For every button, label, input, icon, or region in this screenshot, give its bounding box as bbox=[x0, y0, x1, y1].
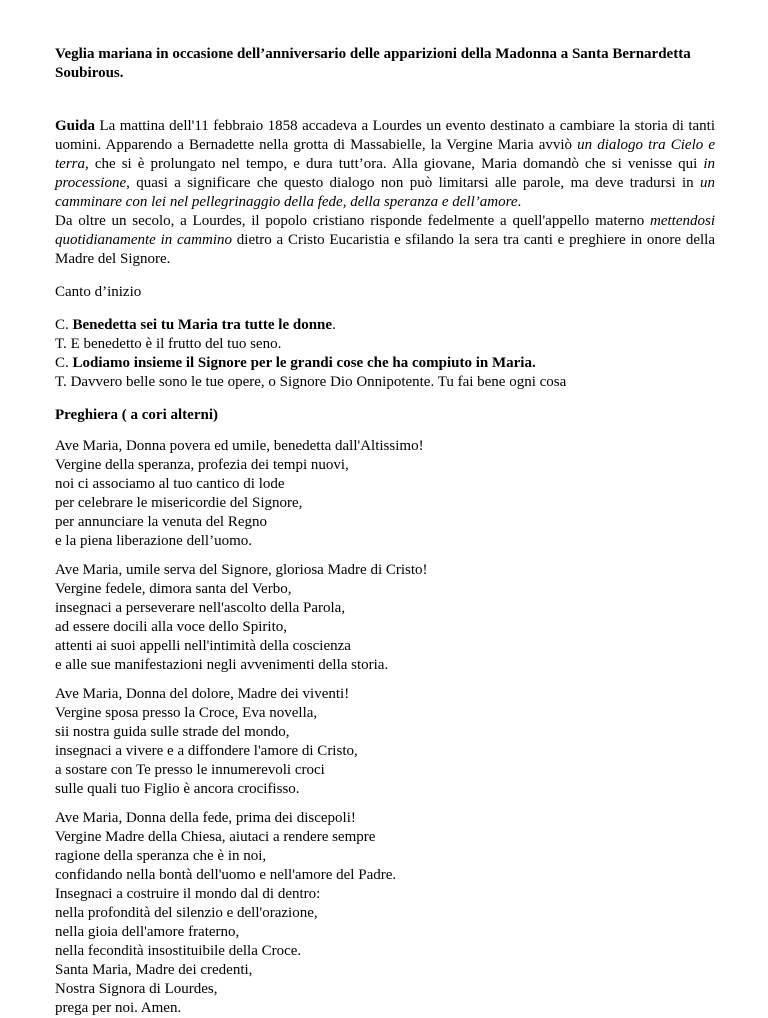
stanza-line: Vergine fedele, dimora santa del Verbo, bbox=[55, 581, 292, 597]
responsory-suffix: . bbox=[332, 317, 336, 333]
responsory-prefix: C. bbox=[55, 355, 73, 371]
stanza-line: Ave Maria, Donna della fede, prima dei discepoli! bbox=[55, 810, 356, 826]
stanza-line: nella profondità del silenzio e dell'orazione, bbox=[55, 905, 318, 921]
stanza-line: Vergine Madre della Chiesa, aiutaci a rendere sempre bbox=[55, 829, 376, 845]
stanza-line: insegnaci a perseverare nell'ascolto della Parola, bbox=[55, 600, 346, 616]
intro-text: La mattina dell'11 febbraio 1858 accadeva a Lourdes un evento destinato a cambiare la storia di tanti uomini. Apparendo a Bernadette nella grotta di Massabielle, la Vergine Maria avviò bbox=[55, 118, 715, 153]
stanza-line: per annunciare la venuta del Regno bbox=[55, 514, 267, 530]
prayer-heading bbox=[55, 406, 715, 425]
responsory-prefix: T. bbox=[55, 336, 71, 352]
stanza-line: Vergine sposa presso la Croce, Eva novella, bbox=[55, 705, 318, 721]
intro-text: dietro a Cristo Eucaristia e sfilando la sera tra canti e preghiere in onore della Madre del Signore. bbox=[55, 232, 715, 267]
intro-text: , che si è prolungato nel tempo, e dura tutt’ora. Alla giovane, Maria domandò che si venisse qui bbox=[85, 156, 704, 172]
responsory-text: Davvero belle sono le tue opere, o Signore Dio Onnipotente. Tu fai bene ogni cosa bbox=[70, 374, 567, 390]
responsory-text: E benedetto è il frutto del tuo seno. bbox=[70, 336, 282, 352]
stanza-line: prega per noi. Amen. bbox=[55, 1000, 182, 1016]
stanza-line: Nostra Signora di Lourdes, bbox=[55, 981, 218, 997]
prayer-stanza-3 bbox=[55, 685, 715, 799]
responsory-line bbox=[55, 373, 715, 392]
prayer-stanza-2 bbox=[55, 561, 715, 675]
stanza-line: nella fecondità insostituibile della Croce. bbox=[55, 943, 302, 959]
stanza-line: attenti ai suoi appelli nell'intimità della coscienza bbox=[55, 638, 351, 654]
prayer-heading-text: Preghiera ( a cori alterni) bbox=[55, 407, 218, 423]
stanza-line: insegnaci a vivere e a diffondere l'amore di Cristo, bbox=[55, 743, 358, 759]
responsory-line bbox=[55, 335, 715, 354]
prayer-stanza-4 bbox=[55, 809, 715, 1018]
stanza-line: a sostare con Te presso le innumerevoli croci bbox=[55, 762, 325, 778]
intro-text: . bbox=[517, 194, 522, 210]
responsory bbox=[55, 316, 715, 392]
stanza-line: ad essere docili alla voce dello Spirito, bbox=[55, 619, 288, 635]
intro-emphasis: un camminare con lei nel pellegrinaggio della fede, della speranza e dell’amore bbox=[55, 175, 715, 210]
stanza-line: e alle sue manifestazioni negli avvenimenti della storia. bbox=[55, 657, 389, 673]
responsory-prefix: C. bbox=[55, 317, 73, 333]
responsory-prefix: T. bbox=[55, 374, 71, 390]
stanza-line: e la piena liberazione dell’uomo. bbox=[55, 533, 252, 549]
intro-text: Da oltre un secolo, a Lourdes, il popolo cristiano risponde fedelmente a quell'appello materno bbox=[55, 213, 650, 229]
intro-emphasis: mettendosi quotidianamente in cammino bbox=[55, 213, 715, 248]
stanza-line: Ave Maria, umile serva del Signore, gloriosa Madre di Cristo! bbox=[55, 562, 428, 578]
stanza-line: Santa Maria, Madre dei credenti, bbox=[55, 962, 253, 978]
document-page bbox=[55, 45, 715, 1018]
stanza-line: Ave Maria, Donna del dolore, Madre dei viventi! bbox=[55, 686, 350, 702]
stanza-line: sii nostra guida sulle strade del mondo, bbox=[55, 724, 290, 740]
responsory-text: Lodiamo insieme il Signore per le grandi cose che ha compiuto in Maria. bbox=[72, 355, 536, 371]
prayer-stanza-1 bbox=[55, 437, 715, 551]
stanza-line: Insegnaci a costruire il mondo dal di dentro: bbox=[55, 886, 321, 902]
responsory-line bbox=[55, 354, 715, 373]
intro-paragraph-2 bbox=[55, 212, 715, 269]
stanza-line: noi ci associamo al tuo cantico di lode bbox=[55, 476, 285, 492]
document-title: Veglia mariana in occasione dell’anniversario delle apparizioni della Madonna a Santa Bernardetta Soubirous. bbox=[55, 46, 691, 81]
intro-text: , quasi a significare che questo dialogo non può limitarsi alle parole, ma deve tradursi in bbox=[126, 175, 700, 191]
stanza-line: per celebrare le misericordie del Signore, bbox=[55, 495, 303, 511]
stanza-line: Vergine della speranza, profezia dei tempi nuovi, bbox=[55, 457, 349, 473]
speaker-label: Guida bbox=[55, 118, 96, 134]
responsory-text: Benedetta sei tu Maria tra tutte le donne bbox=[72, 317, 333, 333]
responsory-line bbox=[55, 316, 715, 335]
intro-emphasis: in processione bbox=[55, 156, 715, 191]
stanza-line: confidando nella bontà dell'uomo e nell'amore del Padre. bbox=[55, 867, 397, 883]
stanza-line: ragione della speranza che è in noi, bbox=[55, 848, 267, 864]
stanza-line: sulle quali tuo Figlio è ancora crocifisso. bbox=[55, 781, 300, 797]
stanza-line: nella gioia dell'amore fraterno, bbox=[55, 924, 240, 940]
stanza-line: Ave Maria, Donna povera ed umile, benedetta dall'Altissimo! bbox=[55, 438, 424, 454]
intro-paragraph-1 bbox=[55, 117, 715, 212]
intro-emphasis: un dialogo tra Cielo e terra bbox=[55, 137, 716, 172]
canto-heading: Canto d’inizio bbox=[55, 284, 142, 300]
